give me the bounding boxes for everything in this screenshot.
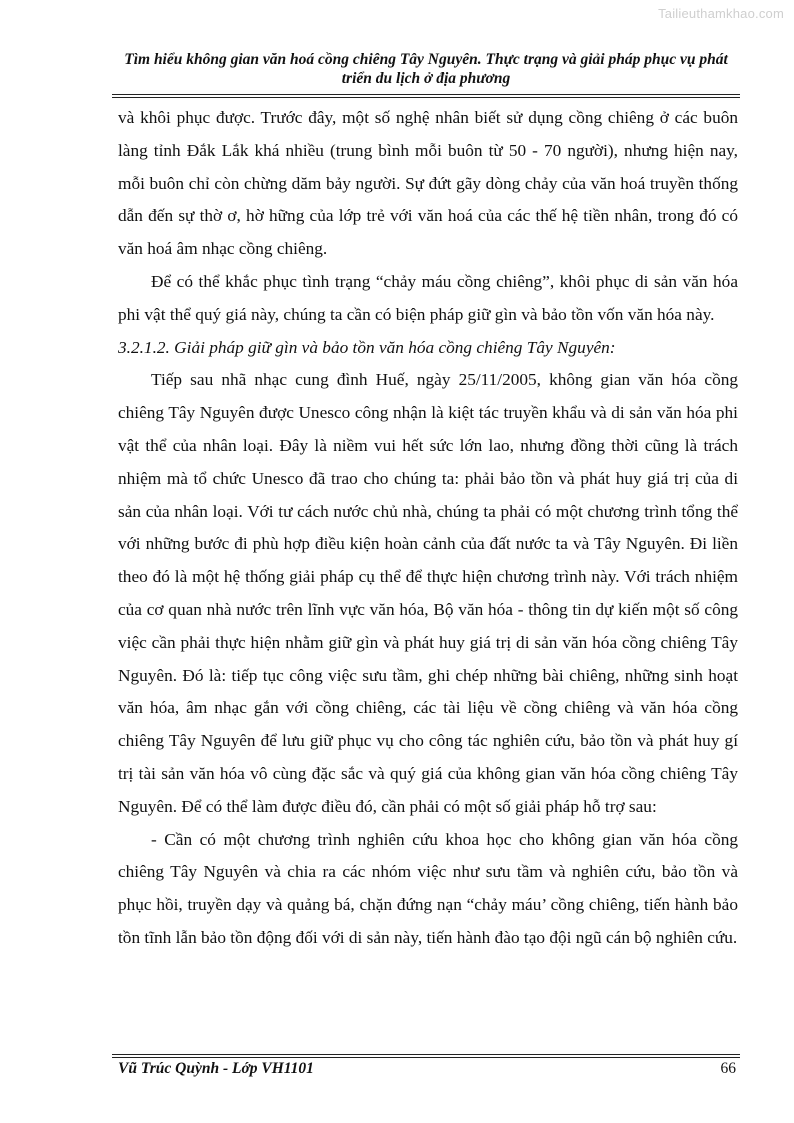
document-body bbox=[118, 102, 738, 955]
section-heading: 3.2.1.2. Giải pháp giữ gìn và bảo tồn văn hóa cồng chiêng Tây Nguyên: bbox=[118, 337, 616, 357]
paragraph-2: Để có thể khắc phục tình trạng “chảy máu cồng chiêng”, khôi phục di sản văn hóa phi vật thể quý giá này, chúng ta cần có biện pháp giữ gìn và bảo tồn vốn văn hóa này. bbox=[118, 271, 738, 324]
paragraph-3: Tiếp sau nhã nhạc cung đình Huế, ngày 25/11/2005, không gian văn hóa cồng chiêng Tây Nguyên được Unesco công nhận là kiệt tác truyền khẩu và di sản văn hóa phi vật thể của nhân loại. Đây là niềm vui hết sức lớn lao, nhưng đồng thời cũng là trách nhiệm mà tổ chức Unesco đã trao cho chúng ta: phải bảo tồn và phát huy giá trị của di sản của nhân loại. Với tư cách nước chủ nhà, chúng ta phải có một chương trình tổng thể với những bước đi phù hợp điều kiện hoàn cảnh của đất nước ta và Tây Nguyên. Đi liền theo đó là một hệ thống giải pháp cụ thể để thực hiện chương trình này. Với trách nhiệm của cơ quan nhà nước trên lĩnh vực văn hóa, Bộ văn hóa - thông tin dự kiến một số công việc cần phải thực hiện nhằm giữ gìn và phát huy giá trị di sản văn hóa cồng chiêng Tây Nguyên. Đó là: tiếp tục công việc sưu tầm, ghi chép những bài chiêng, những sinh hoạt văn hóa, âm nhạc gắn với cồng chiêng, các tài liệu về cồng chiêng và văn hóa cồng chiêng Tây Nguyên để lưu giữ phục vụ cho công tác nghiên cứu, bảo tồn và phát huy gí trị tài sản văn hóa vô cùng đặc sắc và quý giá của không gian văn hóa cồng chiêng Tây Nguyên. Để có thể làm được điều đó, cần phải có một số giải pháp hỗ trợ sau: bbox=[118, 370, 738, 816]
footer-author: Vũ Trúc Quỳnh - Lớp VH1101 bbox=[118, 1060, 314, 1077]
page-number: 66 bbox=[720, 1060, 736, 1077]
paragraph-4: - Cần có một chương trình nghiên cứu khoa học cho không gian văn hóa cồng chiêng Tây Nguyên và chia ra các nhóm việc như sưu tầm và nghiên cứu, bảo tồn và phục hồi, truyền dạy và quảng bá, chặn đứng nạn “chảy máu’ cồng chiêng, tiến hành bảo tồn tĩnh lẫn bảo tồn động đối với di sản này, tiến hành đào tạo đội ngũ cán bộ nghiên cứu. bbox=[118, 829, 738, 947]
paragraph-1: và khôi phục được. Trước đây, một số nghệ nhân biết sử dụng cồng chiêng ở các buôn làng tỉnh Đắk Lắk khá nhiều (trung bình mỗi buôn từ 50 - 70 người), nhưng hiện nay, mỗi buôn chỉ còn chừng dăm bảy người. Sự đứt gãy dòng chảy của văn hoá truyền thống dẫn đến sự thờ ơ, hờ hững của lớp trẻ với văn hoá của các thế hệ tiền nhân, trong đó có văn hoá âm nhạc cồng chiêng. bbox=[118, 108, 738, 259]
watermark: Tailieuthamkhao.com bbox=[658, 6, 784, 21]
header-divider bbox=[112, 94, 740, 98]
page-header-title: Tìm hiểu không gian văn hoá cồng chiêng Tây Nguyên. Thực trạng và giải pháp phục vụ phát triển du lịch ở địa phương bbox=[124, 51, 728, 87]
footer-divider bbox=[112, 1054, 740, 1058]
